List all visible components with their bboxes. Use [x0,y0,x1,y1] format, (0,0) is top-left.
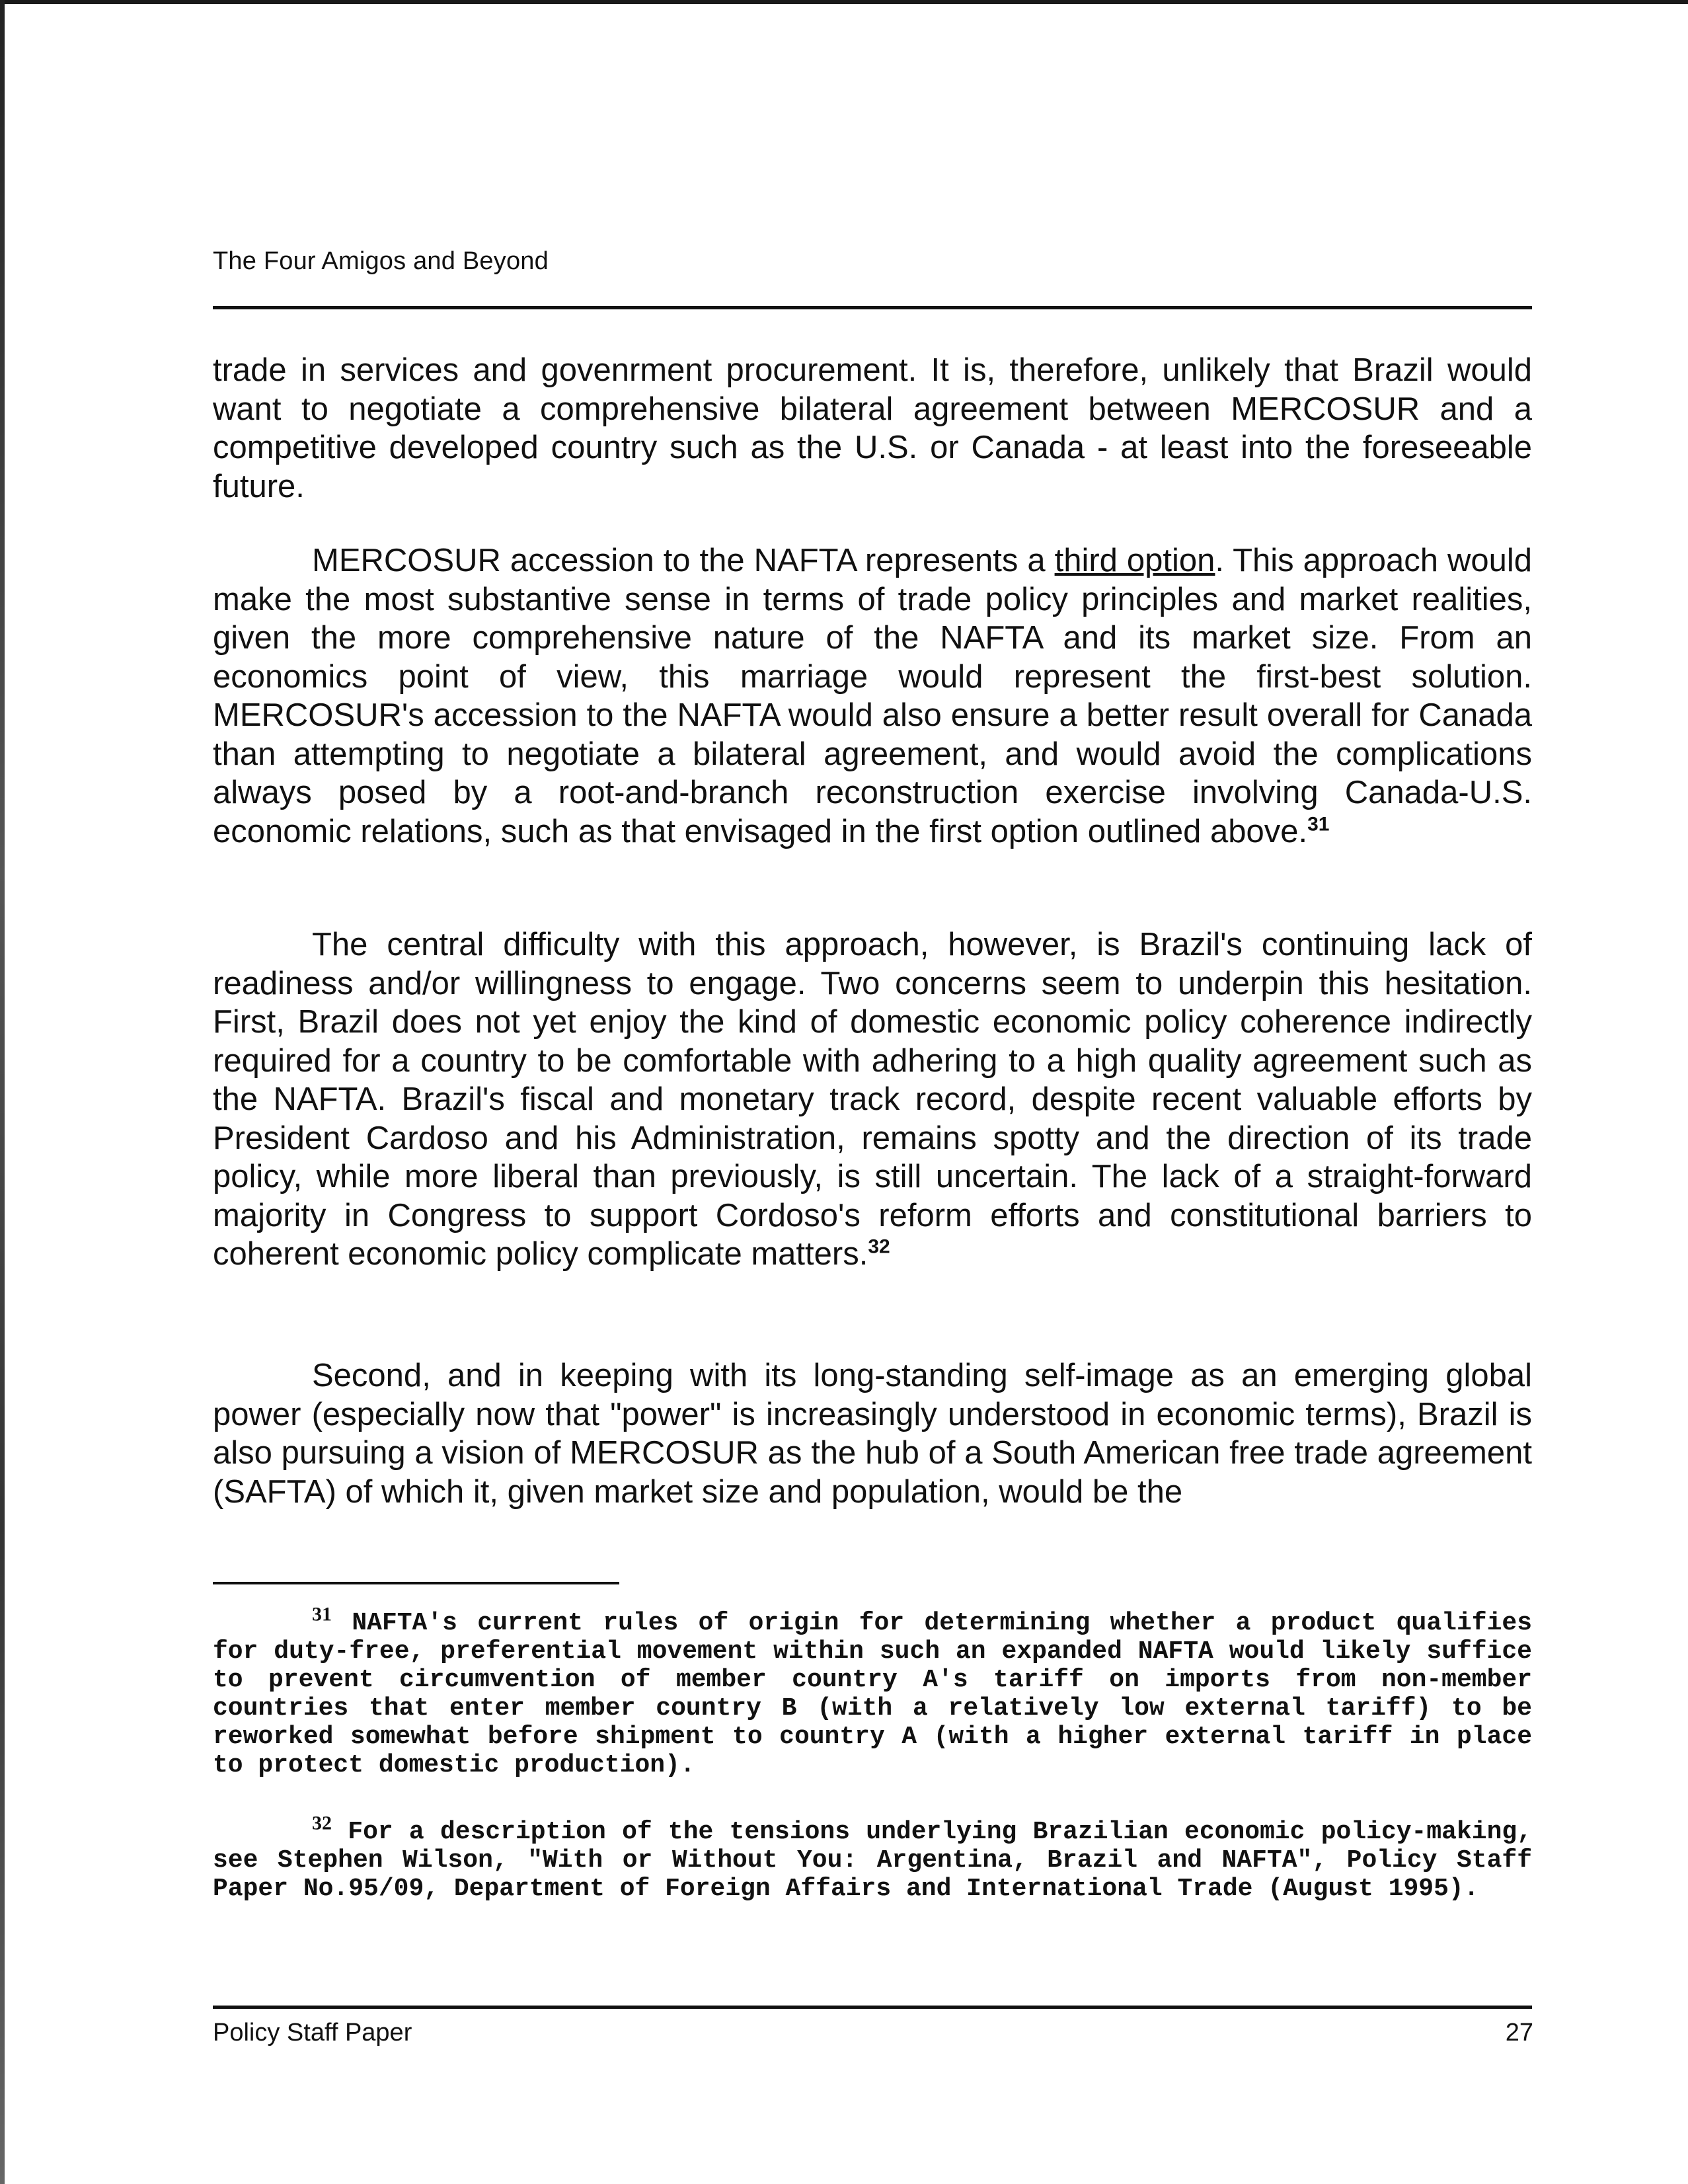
footnote-31 [213,1603,1532,1779]
paragraph-2-rest: . This approach would make the most substantive sense in terms of trade policy principles and market realities, given the more comprehensive nature of the NAFTA and its market size. From an economics point of view, this marriage would represent the first-best solution. MERCOSUR's accession to the NAFTA would also ensure a better result overall for Canada than attempting to negotiate a bilateral agreement, and would avoid the complications always posed by a root-and-branch reconstruction exercise involving Canada-U.S. economic relations, such as that envisaged in the first option outlined above. [213,543,1532,849]
footnote-separator [213,1582,619,1584]
paragraph-3-text: The central difficulty with this approach, however, is Brazil's continuing lack of readiness and/or willingness to engage. Two concerns seem to underpin this hesitation. First, Brazil does not yet enjoy the kind of domestic economic policy coherence indirectly required for a country to be comfortable with adhering to a high quality agreement such as the NAFTA. Brazil's fiscal and monetary track record, despite recent valuable efforts by President Cardoso and his Administration, remains spotty and the direction of its trade policy, while more liberal than previously, is still uncertain. The lack of a straight-forward majority in Congress to support Cordoso's reform efforts and constitutional barriers to coherent economic policy complicate matters. [213,927,1532,1272]
header-rule [213,306,1532,309]
footnote-number: 31 [312,1603,332,1625]
scan-border-top [0,0,1688,4]
paragraph-4 [213,1356,1532,1511]
footnote-text: NAFTA's current rules of origin for determining whether a product qualifies for duty-free, preferential movement within such an expanded NAFTA would likely suffice to prevent circumvention of member country A's tariff on imports from non-member countries that enter member country B (with a relatively low external tariff) to be reworked somewhat before shipment to country A (with a higher external tariff in place to protect domestic production). [213,1609,1532,1779]
footnote-ref-31: 31 [1307,813,1330,836]
footnote-ref-32: 32 [868,1235,890,1258]
footer-series-title: Policy Staff Paper [213,2019,412,2047]
footnote-32 [213,1812,1532,1903]
footnote-number: 32 [312,1812,332,1834]
footer-rule [213,2006,1532,2009]
scan-border-left [0,0,5,2184]
footnote-text: For a description of the tensions underlying Brazilian economic policy-making, see Stephen Wilson, "With or Without You: Argentina, Brazil and NAFTA", Policy Staff Paper No.95/09, Department of Foreign Affairs and International Trade (August 1995). [213,1818,1532,1903]
page-number: 27 [1505,2019,1533,2047]
paragraph-3 [213,925,1532,1274]
paragraph-1-text: trade in services and govenrment procurement. It is, therefore, unlikely that Brazil would want to negotiate a comprehensive bilateral agreement between MERCOSUR and a competitive developed country such as the U.S. or Canada - at least into the foreseeable future. [213,352,1532,504]
paragraph-2 [213,541,1532,851]
running-header: The Four Amigos and Beyond [213,247,549,275]
paragraph-1 [213,351,1532,506]
paragraph-2-start: MERCOSUR accession to the NAFTA represents a [312,543,1055,578]
underlined-phrase: third option [1054,543,1215,578]
paragraph-4-text: Second, and in keeping with its long-standing self-image as an emerging global power (especially now that "power" is increasingly understood in economic terms), Brazil is also pursuing a vision of MERCOSUR as the hub of a South American free trade agreement (SAFTA) of which it, given market size and population, would be the [213,1358,1532,1510]
